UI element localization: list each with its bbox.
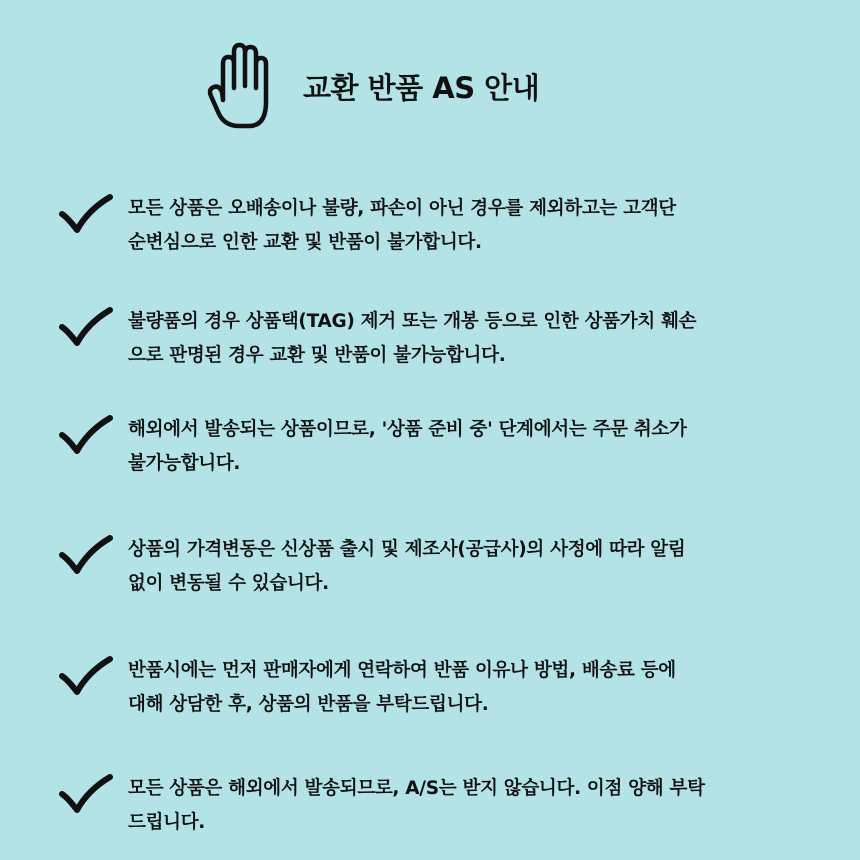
notice-line: 해외에서 발송되는 상품이므로, '상품 준비 중' 단계에서는 주문 취소가 [128,419,687,440]
page-title: 교환 반품 AS 안내 [303,70,540,105]
notice-line: 모든 상품은 오배송이나 불량, 파손이 아닌 경우를 제외하고는 고객단 [128,198,676,219]
notice-line: 드립니다. [128,812,206,833]
notice-line: 없이 변동될 수 있습니다. [128,573,329,594]
page-header [205,40,539,132]
notice-text [128,654,818,722]
notice-line: 불량품의 경우 상품택(TAG) 제거 또는 개봉 등으로 인한 상품가치 훼손 [128,311,697,332]
notice-line: 대해 상담한 후, 상품의 반품을 부탁드립니다. [128,694,489,715]
notice-line: 순변심으로 인한 교환 및 반품이 불가합니다. [128,232,482,253]
check-icon [58,533,114,579]
check-icon [58,413,114,459]
notice-line: 상품의 가격변동은 신상품 출시 및 제조사(공급사)의 사정에 따라 알림 [128,539,686,560]
check-icon [58,305,114,351]
check-icon [58,772,114,818]
notice-item-defect-tag [58,305,818,373]
notice-item-cancel-order [58,413,818,481]
notice-text [128,305,818,373]
check-icon [58,192,114,238]
notice-text [128,533,818,601]
notice-line: 반품시에는 먼저 판매자에게 연락하여 반품 이유나 방법, 배송료 등에 [128,660,676,681]
notice-item-price-change [58,533,818,601]
notice-text [128,413,818,481]
notice-line: 불가능합니다. [128,453,241,474]
check-icon [58,654,114,700]
notice-text [128,772,818,840]
notice-line: 으로 판명된 경우 교환 및 반품이 불가능합니다. [128,345,506,366]
notice-item-no-as [58,772,818,840]
notice-item-return-contact [58,654,818,722]
notice-line: 모든 상품은 해외에서 발송되므로, A/S는 받지 않습니다. 이점 양해 부탁 [128,778,705,799]
notice-text [128,192,818,260]
hand-icon [205,40,273,132]
notice-item-change-of-mind [58,192,818,260]
